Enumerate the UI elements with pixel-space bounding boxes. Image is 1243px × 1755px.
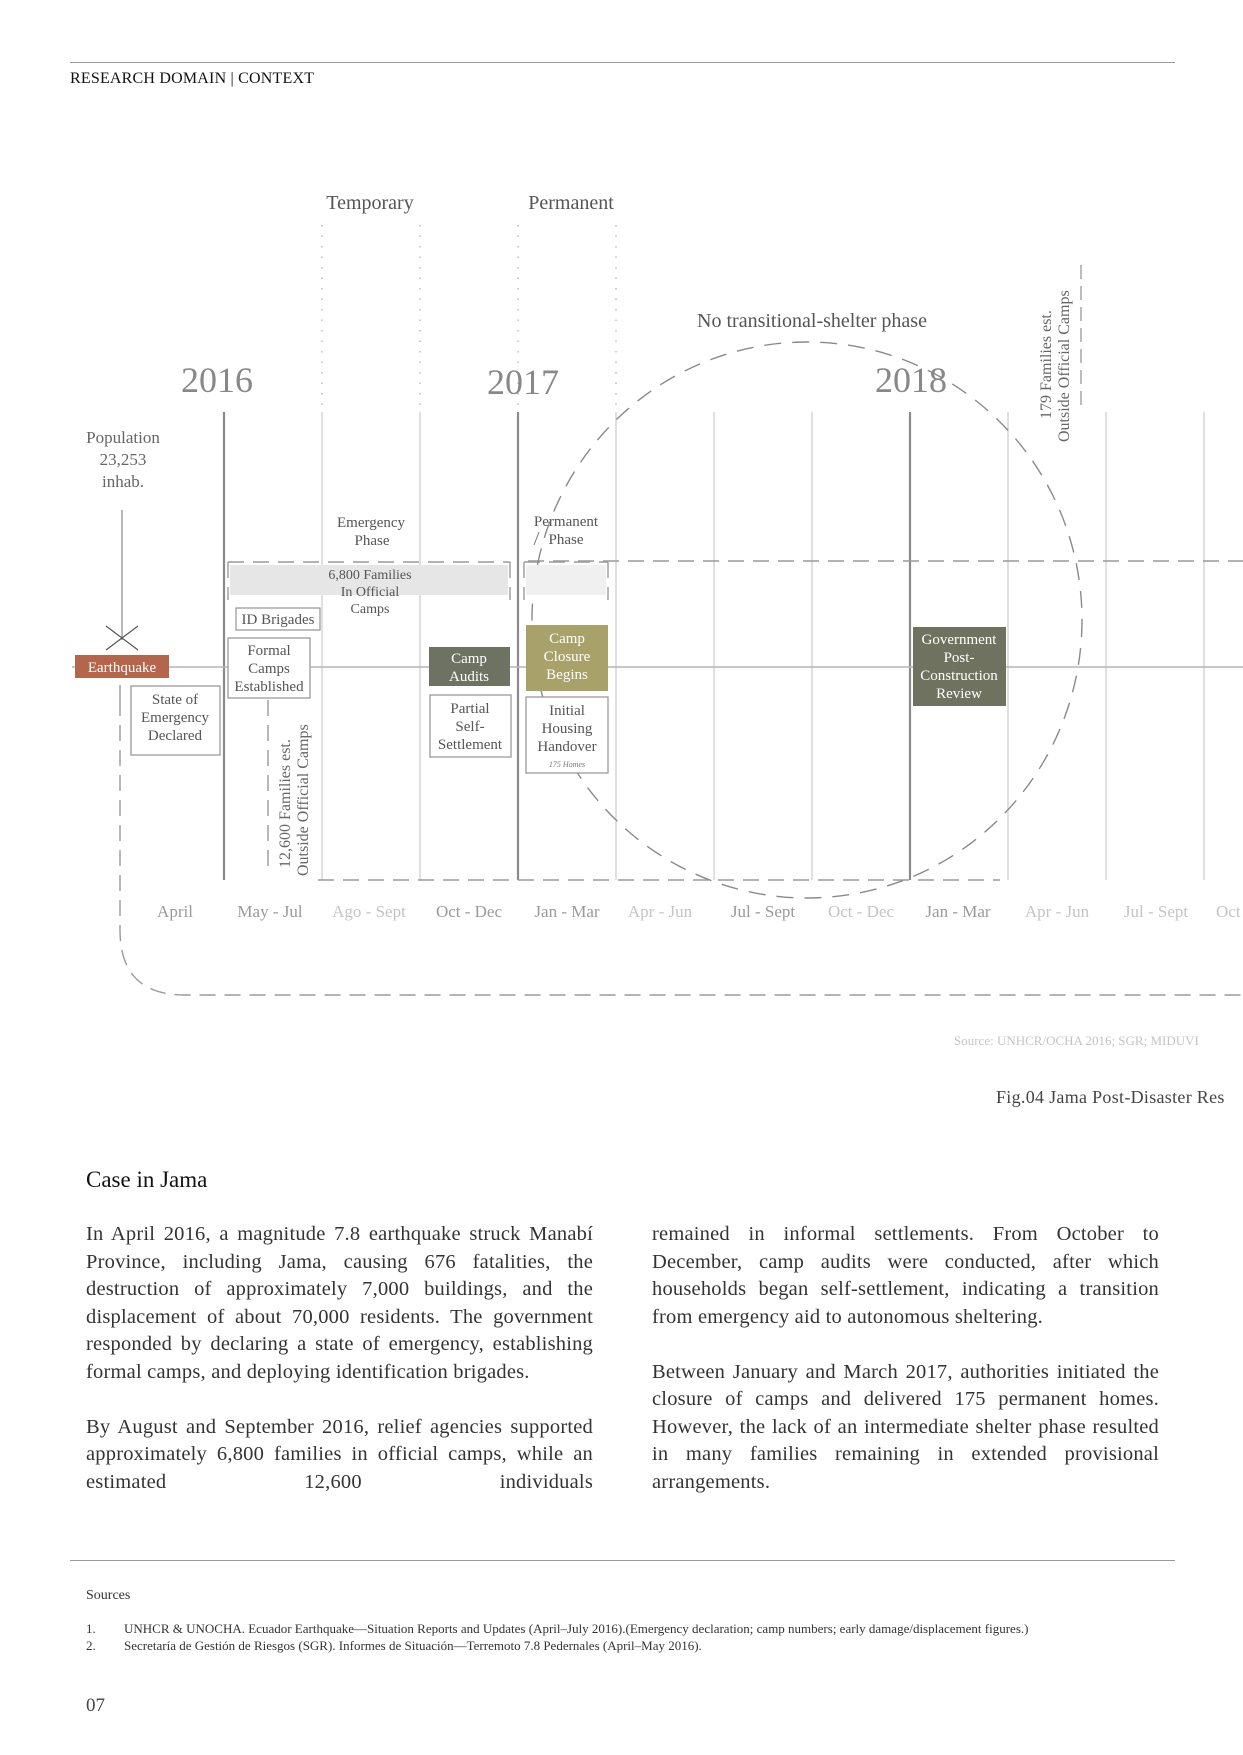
earthquake-label: Earthquake	[87, 660, 157, 676]
quarter-label: May - Jul	[237, 902, 303, 921]
population-line-2: 23,253	[99, 450, 147, 469]
source-text: Secretaría de Gestión de Riesgos (SGR). Informes de Situación—Terremoto 7.8 Pedernales (April–May 2016).	[124, 1638, 702, 1653]
no-transitional-label: No transitional-shelter phase	[697, 310, 927, 332]
gov-review-line-1: Government	[921, 632, 997, 648]
quarter-label: Oct - Dec	[827, 902, 895, 921]
emergency-phase-line-1: Emergency	[336, 515, 406, 531]
population-line-3: inhab.	[101, 472, 145, 491]
quarter-label: Jan - Mar	[534, 902, 600, 921]
camp-closure-line-3: Begins	[546, 667, 588, 683]
quarter-gridlines	[224, 412, 1204, 880]
gov-review-line-4: Review	[936, 686, 982, 702]
source-number: 1.	[86, 1621, 96, 1636]
section-label: RESEARCH DOMAIN | CONTEXT	[70, 70, 315, 87]
partial-self-line-1: Partial	[450, 701, 490, 717]
initial-housing-line-1: Initial	[549, 703, 585, 719]
camp-audits-line-2: Audits	[448, 669, 490, 685]
article-title: Case in Jama	[86, 1167, 208, 1192]
formal-camps-line-3: Established	[234, 679, 304, 695]
quarter-label: Ago - Sept	[332, 902, 406, 921]
state-emergency-line-3: Declared	[147, 728, 203, 744]
paragraph: remained in informal settlements. From October to December, camp audits were conducted, after which households began self-settlement, indicating a transition from emergency aid to autonomous sheltering.	[652, 1223, 1159, 1328]
homes-note: 175 Homes	[548, 760, 586, 769]
quarter-label: Oct - Dec	[435, 902, 503, 921]
families-2016-line-1: 12,600 Families est.	[277, 739, 294, 868]
initial-housing-line-3: Handover	[537, 739, 597, 755]
formal-camps-line-1: Formal	[247, 643, 291, 659]
page-number: 07	[86, 1695, 105, 1716]
quarter-label: April	[157, 902, 193, 921]
figure-source-note: Source: UNHCR/OCHA 2016; SGR; MIDUVI	[954, 1033, 1199, 1048]
camp-audits-line-1: Camp	[451, 651, 487, 667]
families-2016-line-2: Outside Official Camps	[295, 724, 312, 876]
initial-housing-line-2: Housing	[541, 721, 593, 737]
quarter-label: Jul - Sept	[1123, 902, 1189, 921]
permanent-band	[526, 565, 606, 595]
quarter-label: Apr - Jun	[627, 902, 693, 921]
emergency-phase-line-2: Phase	[354, 533, 390, 549]
camp-closure-line-1: Camp	[549, 631, 585, 647]
state-emergency-line-1: State of	[151, 692, 199, 708]
quarter-label: Oct	[1216, 902, 1241, 921]
paragraph: In April 2016, a magnitude 7.8 earthquake struck Manabí Province, including Jama, causing 676 fatalities, the destruction of approximately 7,000 buildings, and the displacement of about 70,000 residents. The government responded by declaring a state of emergency, establishing formal camps, and deploying identification brigades.	[86, 1223, 593, 1383]
phase-temporary: Temporary	[326, 192, 414, 214]
official-camps-line-3: Camps	[350, 602, 390, 617]
camp-closure-line-2: Closure	[543, 649, 591, 665]
official-camps-line-2: In Official	[340, 585, 400, 600]
permanent-phase-line-2: Phase	[548, 532, 584, 548]
sources-title: Sources	[86, 1588, 131, 1603]
source-item	[86, 1637, 1161, 1654]
article-left-column	[86, 1221, 593, 1524]
partial-self-line-3: Settlement	[437, 737, 503, 753]
state-emergency-line-2: Emergency	[140, 710, 210, 726]
source-item	[86, 1620, 1161, 1637]
paragraph: By August and September 2016, relief agencies supported approximately 6,800 families in official camps, while an estimated 12,600 individuals	[86, 1415, 593, 1493]
permanent-phase-line-1: Permanent	[533, 514, 599, 530]
sources-list	[86, 1620, 1161, 1654]
partial-self-line-2: Self-	[455, 719, 485, 735]
population-line-1: Population	[86, 428, 160, 447]
families-2018-line-2: Outside Official Camps	[1056, 290, 1073, 442]
id-brigades-label: ID Brigades	[241, 612, 315, 628]
year-2017: 2017	[487, 362, 559, 402]
quarter-label: Apr - Jun	[1024, 902, 1090, 921]
no-transitional-circle	[532, 342, 1082, 898]
formal-camps-line-2: Camps	[248, 661, 290, 677]
year-2016: 2016	[181, 360, 253, 400]
gov-review-line-2: Post-	[943, 650, 975, 666]
source-text: UNHCR & UNOCHA. Ecuador Earthquake—Situation Reports and Updates (April–July 2016).(Emergency declaration; camp numbers; early damage/displacement figures.)	[124, 1621, 1029, 1636]
quarter-label: Jan - Mar	[925, 902, 991, 921]
article-right-column	[652, 1221, 1159, 1524]
families-2018-line-1: 179 Families est.	[1038, 310, 1055, 419]
paragraph: Between January and March 2017, authorities initiated the closure of camps and delivered 175 permanent homes. However, the lack of an intermediate shelter phase resulted in many families remaining in extended provisional arrangements.	[652, 1360, 1159, 1493]
official-camps-line-1: 6,800 Families	[328, 568, 412, 583]
footer-rule	[70, 1560, 1175, 1561]
phase-permanent: Permanent	[528, 192, 614, 214]
figure-caption: Fig.04 Jama Post-Disaster Res	[996, 1087, 1225, 1107]
year-2018: 2018	[875, 360, 947, 400]
quarter-label: Jul - Sept	[730, 902, 796, 921]
gov-review-line-3: Construction	[920, 668, 998, 684]
source-number: 2.	[86, 1638, 96, 1653]
